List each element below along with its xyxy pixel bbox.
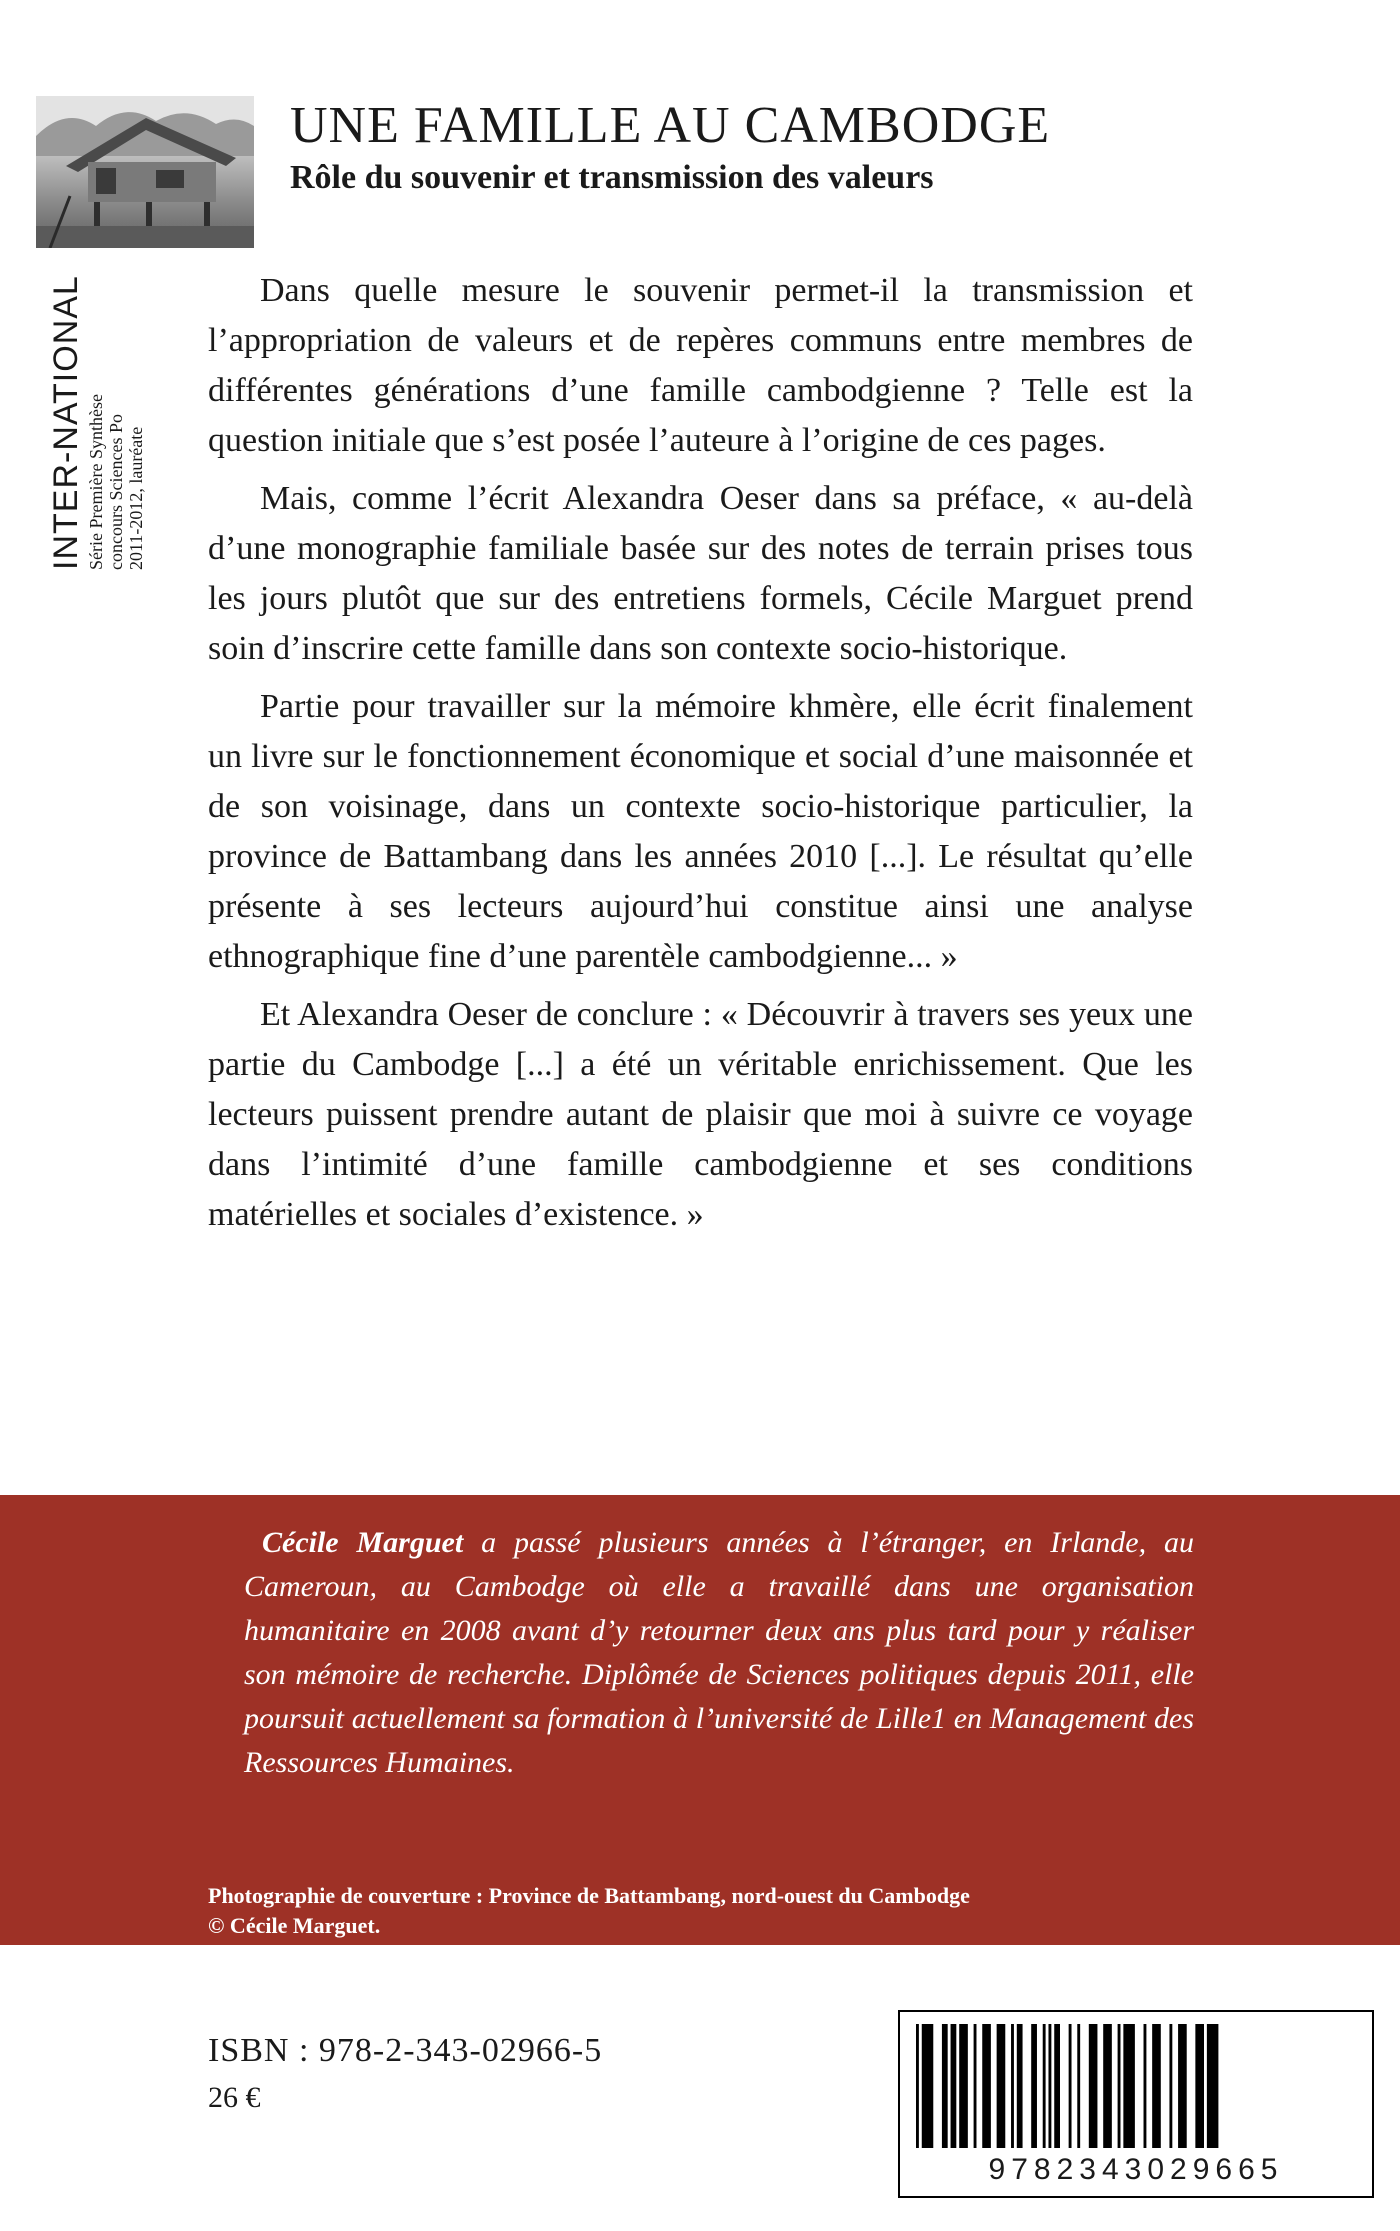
price-label: 26 € <box>208 2081 261 2114</box>
barcode-bar <box>1048 2024 1051 2148</box>
barcode-bar <box>1118 2024 1121 2148</box>
barcode-bar <box>1011 2024 1014 2148</box>
barcode-bar <box>1152 2024 1161 2148</box>
series-note-line-3: 2011-2012, lauréate <box>126 426 146 570</box>
series-note-line-2: concours Sciences Po <box>106 414 126 570</box>
barcode-bar <box>1043 2024 1046 2148</box>
back-cover-blurb <box>208 266 1193 1248</box>
barcode-bar <box>982 2024 991 2148</box>
barcode-bar <box>1089 2024 1098 2148</box>
barcode-bar <box>1207 2024 1219 2148</box>
blurb-paragraph: Partie pour travailler sur la mémoire khmère, elle écrit finalement un livre sur le fonctionnement économique et social d’une maisonnée et de son voisinage, dans un contexte socio-historique particulier, la province de Battambang dans les années 2010 [...]. Le résultat qu’elle présente à ses lecteurs aujourd’hui constitue ainsi une analyse ethnographique fine d’une parentèle cambodgienne... » <box>208 688 1193 975</box>
barcode <box>898 2010 1374 2198</box>
photo-credit <box>208 1881 970 1941</box>
series-note-line-1: Série Première Synthèse <box>86 394 106 570</box>
barcode-bar <box>916 2024 919 2148</box>
author-bio-text: a passé plusieurs années à l’étranger, en Irlande, au Cameroun, au Cambodge où elle a travaillé dans une organisation humanitaire en 2008 avant d’y retourner deux ans plus tard pour y réaliser son mémoire de recherche. Diplômée de Sciences politiques depuis 2011, elle poursuit actuellement sa formation à l’université de Lille1 en Management des Ressources Humaines. <box>244 1526 1194 1779</box>
barcode-bar <box>1195 2024 1204 2148</box>
barcode-bar <box>1031 2024 1037 2148</box>
barcode-bar <box>1144 2024 1147 2148</box>
barcode-bar <box>997 2024 1006 2148</box>
barcode-bar <box>1103 2024 1112 2148</box>
blurb-paragraph: Dans quelle mesure le souvenir permet-il la transmission et l’appropriation de valeurs et de repères communs entre membres de différentes générations d’une famille cambodgienne ? Telle est la question initiale que s’est posée l’auteure à l’origine de ces pages. <box>208 272 1193 459</box>
barcode-bar <box>951 2024 957 2148</box>
book-subtitle: Rôle du souvenir et transmission des valeurs <box>290 159 934 196</box>
isbn-label: ISBN : 978-2-343-02966-5 <box>208 2032 603 2069</box>
blurb-paragraph: Et Alexandra Oeser de conclure : « Découvrir à travers ses yeux une partie du Cambodge [...] a été un véritable enrichissement. Que les lecteurs puissent prendre autant de plaisir que moi à suivre ce voyage dans l’intimité d’une famille cambodgienne et ses conditions matérielles et sociales d’existence. » <box>208 996 1193 1233</box>
author-band <box>0 1495 1400 1945</box>
barcode-bar <box>1169 2024 1172 2148</box>
photo-credit-line-1: Photographie de couverture : Province de Battambang, nord-ouest du Cambodge <box>208 1883 970 1908</box>
series-vertical-label <box>46 250 146 570</box>
barcode-bar <box>922 2024 934 2148</box>
cover-thumbnail-photo <box>36 96 254 248</box>
barcode-bar <box>1178 2024 1187 2148</box>
book-title: UNE FAMILLE AU CAMBODGE <box>290 97 1051 154</box>
photo-credit-line-2: © Cécile Marguet. <box>208 1913 381 1938</box>
barcode-bar <box>1017 2024 1023 2148</box>
author-name: Cécile Marguet <box>262 1526 464 1559</box>
barcode-bar <box>974 2024 977 2148</box>
barcode-bar <box>1054 2024 1060 2148</box>
barcode-bar <box>1069 2024 1072 2148</box>
series-name: INTER-NATIONAL <box>47 275 85 570</box>
barcode-bar <box>1077 2024 1080 2148</box>
barcode-digits: 9782343029665 <box>988 2153 1284 2186</box>
blurb-paragraph: Mais, comme l’écrit Alexandra Oeser dans sa préface, « au-delà d’une monographie familiale basée sur des notes de terrain prises tous les jours plutôt que sur des entretiens formels, Cécile Marguet prend soin d’inscrire cette famille dans son contexte socio-historique. <box>208 480 1193 667</box>
barcode-bar <box>959 2024 968 2148</box>
stilt-house-illustration <box>36 96 254 248</box>
barcode-bar <box>942 2024 948 2148</box>
author-bio <box>244 1521 1194 1785</box>
barcode-bars <box>912 2024 1362 2148</box>
barcode-bar <box>1123 2024 1135 2148</box>
